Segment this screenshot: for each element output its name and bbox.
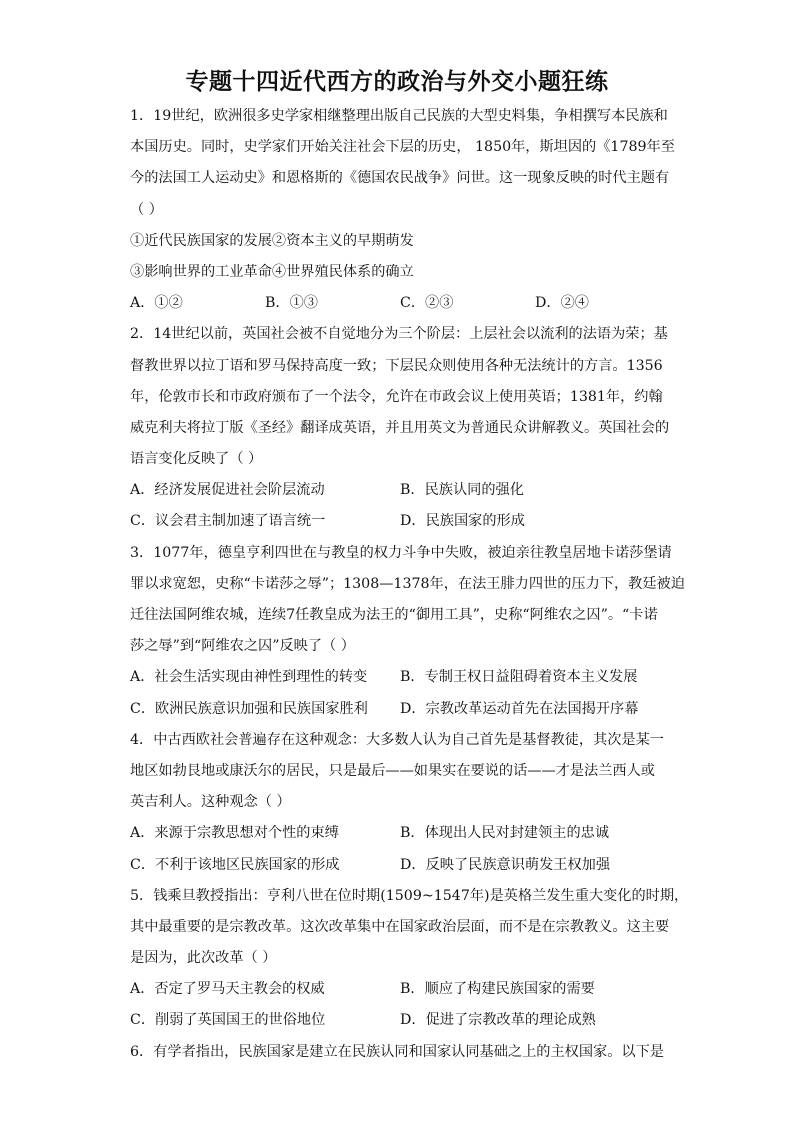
question-text-line: 威克利夫将拉丁版《圣经》翻译成英语，并且用英文为普通民众讲解教义。英国社会的: [130, 419, 670, 436]
question-text-line: 地区如勃艮地或康沃尔的居民，只是最后——如果实在要说的话——才是法兰西人或: [130, 762, 655, 779]
question-text-line: 迁往法国阿维农城，连续7任教皇成为法王的“御用工具”，史称“阿维农之囚”。“卡诺: [130, 607, 658, 623]
answer-blank: （ ）: [130, 201, 163, 218]
question-text-line: 1．19世纪，欧洲很多史学家相继整理出版自己民族的大型史料集，争相撰写本民族和: [130, 108, 668, 124]
question-list: [130, 101, 689, 1068]
options-row: [130, 850, 670, 881]
option-b: B．体现出人民对封建领主的忠诚: [400, 825, 610, 842]
option-d: D．促进了宗教改革的理论成熟: [400, 1012, 596, 1029]
question-statement: ③影响世界的工业革命④世界殖民体系的确立: [130, 263, 414, 280]
question-statement: ①近代民族国家的发展②资本主义的早期萌发: [130, 232, 414, 249]
option-a: A．来源于宗教思想对个性的束缚: [130, 825, 339, 842]
option-a: A．经济发展促进社会阶层流动: [130, 482, 325, 499]
question-text-line: 督教世界以拉丁语和罗马保持高度一致；下层民众则使用各种无法统计的方言。1356: [130, 357, 663, 374]
question-5: [130, 881, 689, 1037]
question-6: [130, 1037, 670, 1068]
option-a: A．否定了罗马天主教会的权威: [130, 981, 325, 998]
option-b: B．顺应了构建民族国家的需要: [400, 981, 595, 998]
options-row: [130, 475, 670, 506]
question-2: [130, 319, 670, 537]
question-text-line: 4．中古西欧社会普遍存在这种观念：大多数人认为自己首先是基督教徒，其次是某一: [130, 731, 664, 748]
option-b: B．民族认同的强化: [400, 482, 524, 499]
option-d: D．反映了民族意识萌发王权加强: [400, 856, 611, 873]
option-b: B．①③: [265, 295, 318, 312]
options-row: [130, 662, 670, 693]
question-text-line: 6．有学者指出，民族国家是建立在民族认同和国家认同基础之上的主权国家。以下是: [130, 1043, 664, 1060]
option-c: C．欧洲民族意识加强和民族国家胜利: [130, 700, 368, 717]
option-b: B．专制王权日益阻碍着资本主义发展: [400, 669, 638, 686]
question-text-line: 今的法国工人运动史》和恩格斯的《德国农民战争》问世。这一现象反映的时代主题有: [130, 170, 670, 187]
question-text-line: 5．钱乘旦教授指出：亨利八世在位时期(1509~1547年)是英格兰发生重大变化的时期，: [130, 887, 689, 904]
option-c: C．削弱了英国国王的世俗地位: [130, 1012, 326, 1029]
question-text-line: 语言变化反映了（ ）: [130, 451, 263, 468]
question-text-line: 3．1077年，德皇亨利四世在与教皇的权力斗争中失败，被迫亲往教皇居地卡诺莎堡请: [130, 544, 672, 561]
question-text-line: 2．14世纪以前，英国社会被不自觉地分为三个阶层：上层社会以流利的法语为荣；基: [130, 326, 668, 343]
question-1: [130, 101, 675, 319]
options-row: [130, 288, 670, 319]
question-text-line: 莎之辱”到“阿维农之囚”反映了（ ）: [130, 638, 355, 655]
option-d: D．民族国家的形成: [400, 513, 525, 530]
options-row: [130, 1005, 670, 1036]
option-a: A．①②: [130, 295, 183, 312]
question-4: [130, 725, 670, 881]
options-row: [130, 694, 670, 725]
option-c: C．②③: [400, 295, 454, 312]
option-c: C．不利于该地区民族国家的形成: [130, 856, 340, 873]
options-row: [130, 974, 670, 1005]
question-3: [130, 538, 685, 725]
question-text-line: 罪以求宽恕，史称“卡诺莎之辱”；1308—1378年，在法王腓力四世的压力下，教廷被迫: [130, 575, 685, 592]
option-a: A．社会生活实现由神性到理性的转变: [130, 669, 368, 686]
question-text-line: 英吉利人。这种观念（ ）: [130, 794, 291, 811]
question-text-line: 是因为，此次改革（ ）: [130, 950, 277, 967]
option-d: D．宗教改革运动首先在法国揭开序幕: [400, 700, 639, 717]
options-row: [130, 506, 670, 537]
question-text-line: 本国历史。同时，史学家们开始关注社会下层的历史， 1850年，斯坦因的《1789年至: [130, 139, 675, 156]
option-d: D．②④: [535, 295, 589, 312]
question-text-line: 其中最重要的是宗教改革。这次改革集中在国家政治层面，而不是在宗教教义。这主要: [130, 918, 670, 935]
option-c: C．议会君主制加速了语言统一: [130, 513, 326, 530]
options-row: [130, 818, 670, 849]
page-title: 专题十四近代西方的政治与外交小题狂练: [185, 69, 609, 95]
question-text-line: 年，伦敦市长和市政府颁布了一个法令，允许在市政会议上使用英语；1381年，约翰: [130, 388, 663, 405]
